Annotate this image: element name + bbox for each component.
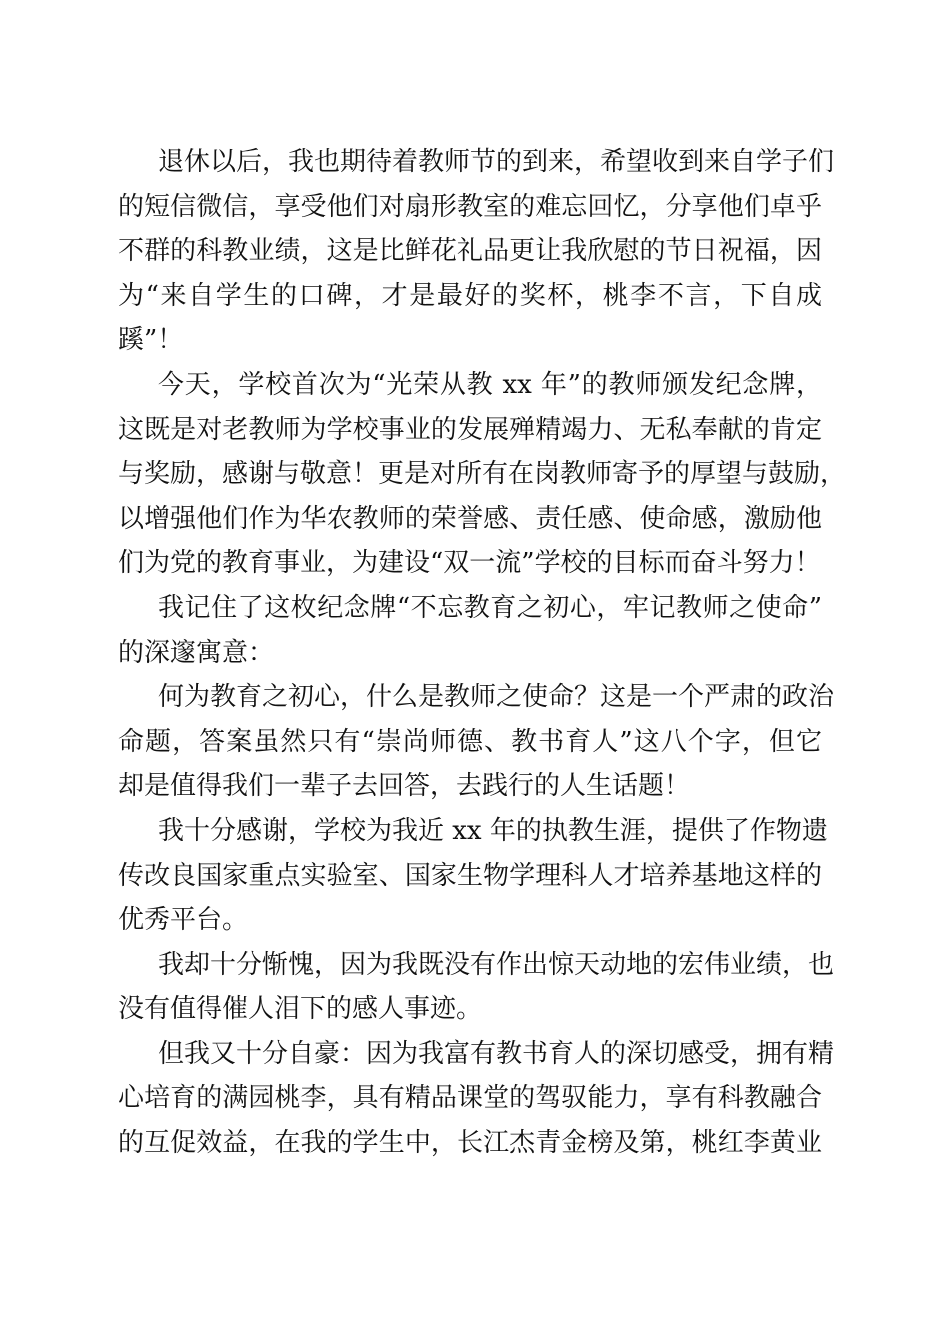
text-line: 的互促效益，在我的学生中，长江杰青金榜及第，桃红李黄业 xyxy=(118,1128,822,1159)
text-line: 优秀平台。 xyxy=(118,905,249,936)
paragraph xyxy=(118,586,822,675)
text-line: 不群的科教业绩，这是比鲜花礼品更让我欣慰的节日祝福，因 xyxy=(118,236,822,267)
text-line: 蹊”！ xyxy=(118,325,184,356)
text-line: 命题，答案虽然只有“崇尚师德、教书育人”这八个字，但它 xyxy=(118,726,822,757)
text-line: 为“来自学生的口碑，才是最好的奖杯，桃李不言，下自成 xyxy=(118,280,822,311)
text-line: 们为党的教育事业，为建设“双一流”学校的目标而奋斗努力！ xyxy=(118,548,821,579)
text-line: 我却十分惭愧，因为我既没有作出惊天动地的宏伟业绩，也 xyxy=(158,949,835,980)
text-line: 的深邃寓意： xyxy=(118,637,275,668)
document-body xyxy=(118,140,847,1166)
text-line: 没有值得催人泪下的感人事迹。 xyxy=(118,994,483,1025)
text-line: 这既是对老教师为学校事业的发展殚精竭力、无私奉献的肯定 xyxy=(118,414,822,445)
paragraph xyxy=(118,809,828,943)
text-line: 退休以后，我也期待着教师节的到来，希望收到来自学子们 xyxy=(158,147,835,177)
text-line: 与奖励，感谢与敬意！更是对所有在岗教师寄予的厚望与鼓励， xyxy=(118,459,847,490)
text-line: 何为教育之初心，什么是教师之使命？这是一个严肃的政治 xyxy=(158,682,835,713)
paragraph xyxy=(118,140,835,363)
text-line: 我十分感谢，学校为我近 xx 年的执教生涯，提供了作物遗 xyxy=(158,815,828,846)
paragraph xyxy=(118,943,835,1032)
text-line: 心培育的满园桃李，具有精品课堂的驾驭能力，享有科教融合 xyxy=(118,1083,822,1114)
paragraph xyxy=(118,363,847,586)
paragraph xyxy=(118,1032,835,1166)
text-line: 但我又十分自豪：因为我富有教书育人的深切感受，拥有精 xyxy=(158,1038,835,1069)
text-line: 却是值得我们一辈子去回答，去践行的人生话题！ xyxy=(118,771,691,802)
text-line: 今天，学校首次为“光荣从教 xx 年”的教师颁发纪念牌， xyxy=(158,369,822,400)
text-line: 的短信微信，享受他们对扇形教室的难忘回忆，分享他们卓乎 xyxy=(118,191,822,222)
paragraph xyxy=(118,675,835,809)
text-line: 以增强他们作为华农教师的荣誉感、责任感、使命感，激励他 xyxy=(118,503,822,534)
text-line: 我记住了这枚纪念牌“不忘教育之初心，牢记教师之使命” xyxy=(158,592,822,623)
text-line: 传改良国家重点实验室、国家生物学理科人才培养基地这样的 xyxy=(118,860,822,891)
